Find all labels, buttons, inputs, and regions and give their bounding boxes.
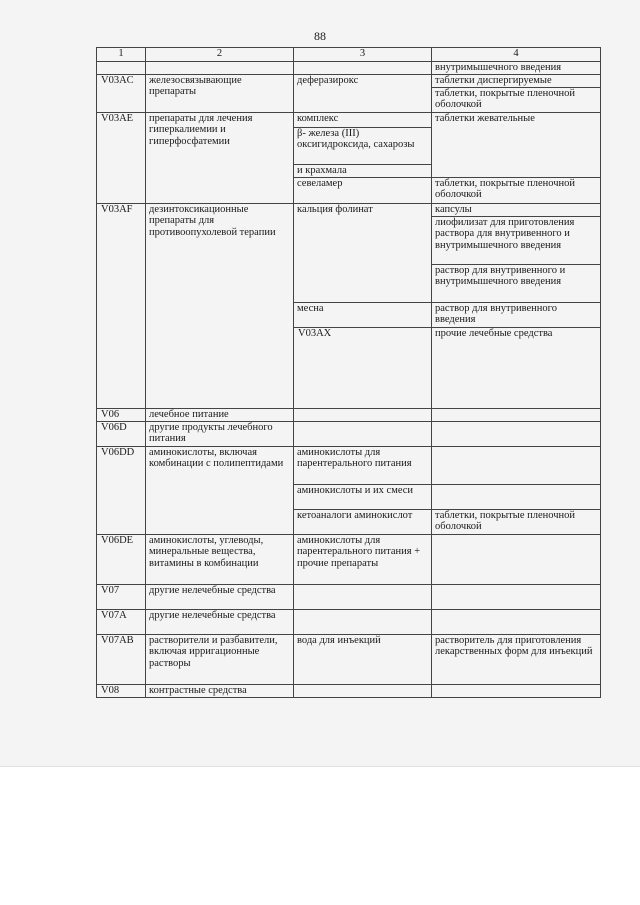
page-number: 88 [314,29,326,43]
table-row [97,534,601,584]
atc-code: V06DE [97,534,146,584]
group-name: лечебное питание [146,408,294,421]
header-row [97,48,601,62]
table-row [97,62,601,75]
substance-cell: кальция фолинат [294,204,432,303]
atc-code: V07A [97,609,146,634]
atc-code: V06D [97,421,146,446]
form-cell: таблетки, покрытые пленочной оболочкой [432,509,601,534]
substance-cell: и крахмала [294,165,432,178]
form-cell: раствор для внутривенного и внутримышечного введения [432,265,601,303]
group-name: другие нелечебные средства [146,584,294,609]
atc-code: V03AE [97,113,146,204]
group-name: растворители и разбавители, включая ирригационные растворы [146,634,294,684]
form-cell: растворитель для приготовления лекарственных форм для инъекций [432,634,601,684]
column-header: 4 [432,48,601,62]
table-row [97,113,601,128]
group-name: аминокислоты, включая комбинации с полипептидами [146,446,294,534]
form-cell: внутримышечного введения [432,62,601,75]
substance-cell: комплекс [294,113,432,128]
group-name: прочие лечебные средства [432,328,601,409]
atc-code: V03AC [97,75,146,113]
substance-cell: севеламер [294,178,432,204]
table-row [97,609,601,634]
table-row [97,584,601,609]
group-name: контрастные средства [146,684,294,697]
table-row [97,204,601,217]
group-name: препараты для лечения гиперкалиемии и гиперфосфатемии [146,113,294,204]
atc-code: V08 [97,684,146,697]
group-name: другие нелечебные средства [146,609,294,634]
atc-code: V03AX [294,328,432,409]
table-row [97,408,601,421]
atc-code: V07 [97,584,146,609]
group-name: дезинтоксикационные препараты для противоопухолевой терапии [146,204,294,409]
substance-cell: вода для инъекций [294,634,432,684]
atc-code: V03AF [97,204,146,409]
atc-code: V07AB [97,634,146,684]
column-header: 2 [146,48,294,62]
atc-code: V06 [97,408,146,421]
drug-table [96,47,601,698]
table-row [97,75,601,88]
substance-cell: аминокислоты для парентерального питания + прочие препараты [294,534,432,584]
atc-code: V06DD [97,446,146,534]
column-header: 1 [97,48,146,62]
table-row [97,446,601,484]
form-cell: капсулы [432,204,601,217]
form-cell: таблетки, покрытые пленочной оболочкой [432,178,601,204]
substance-cell: аминокислоты и их смеси [294,484,432,509]
group-name: другие продукты лечебного питания [146,421,294,446]
substance-cell: деферазирокс [294,75,432,113]
table-row [97,684,601,697]
form-cell: таблетки диспергируемые [432,75,601,88]
column-header: 3 [294,48,432,62]
substance-cell: β- железа (III) оксигидроксида, сахарозы [294,128,432,165]
form-cell: раствор для внутривенного введения [432,303,601,328]
form-cell: таблетки, покрытые пленочной оболочкой [432,88,601,113]
form-cell: лиофилизат для приготовления раствора для внутривенного и внутримышечного введения [432,217,601,265]
substance-cell: месна [294,303,432,328]
group-name: аминокислоты, углеводы, минеральные вещества, витамины в комбинации [146,534,294,584]
form-cell: таблетки жевательные [432,113,601,178]
substance-cell: аминокислоты для парентерального питания [294,446,432,484]
table-row [97,421,601,446]
group-name: железосвязывающие препараты [146,75,294,113]
table-row [97,634,601,684]
substance-cell: кетоаналоги аминокислот [294,509,432,534]
